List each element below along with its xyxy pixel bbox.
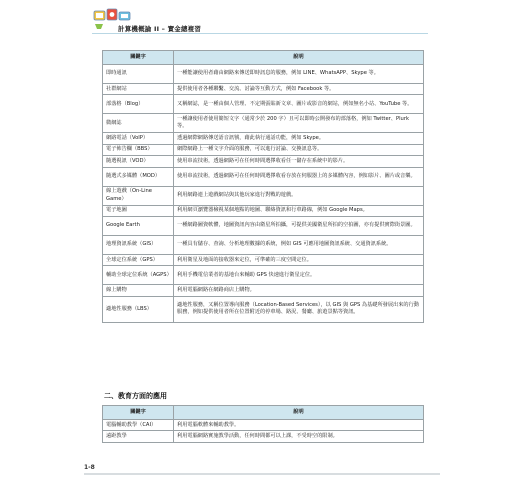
table-row: [103, 217, 424, 236]
description-cell: 使用串流技術，透過網路可在任何時間選擇收看存放在伺服器上的多媒體內容，例如影片、圖片或音樂。: [174, 167, 424, 186]
table-row: [103, 167, 424, 186]
table-header-row: [103, 51, 424, 65]
keyword-cell: 遠距教學: [103, 431, 174, 442]
table-row: [103, 255, 424, 266]
table-row: [103, 431, 424, 442]
keyword-cell: 即時通訊: [103, 65, 174, 84]
keyword-cell: 隨選式多媒體（MOD）: [103, 167, 174, 186]
keyword-cell: 微網誌: [103, 114, 174, 133]
table-row: [103, 156, 424, 167]
keyword-cell: 電子地圖: [103, 205, 174, 216]
description-cell: 又稱網誌，是一種由個人管理、不定期張貼新文章、圖片或影音的網站，例如無名小站、YouTube 等。: [174, 95, 424, 114]
description-cell: 利用網頁瀏覽器檢視某個地點的地圖、聯絡資訊和行車路線，例如 Google Maps。: [174, 205, 424, 216]
page-header-title: 計算機概論 II – 實金總複習: [118, 25, 202, 33]
keyword-cell: 全球定位系統（GPS）: [103, 255, 174, 266]
table-row: [103, 205, 424, 216]
description-cell: 利用衛星及地面的接收器來定位，可準確的三度空間定位。: [174, 255, 424, 266]
description-cell: 一種具有儲存、查詢、分析地理數據的系統，例如 GIS 可應用地圖資訊系統、交通資訊系統。: [174, 236, 424, 255]
page-number: 1-8: [84, 464, 95, 471]
keyword-cell: 地理資訊系統（GIS）: [103, 236, 174, 255]
description-cell: 一種讓使用者使用簡短文字（通常少於 200 字）且可以即時公開發布的部落格，例如 Twitter、Plurk 等。: [174, 114, 424, 133]
keyword-cell: 網路電話（VoIP）: [103, 133, 174, 144]
keyword-cell: 輔助全球定位系統（AGPS）: [103, 266, 174, 285]
keyword-table-education: [102, 405, 424, 443]
footer-divider: [84, 473, 440, 475]
table-row: [103, 84, 424, 95]
keyword-table-communication: [102, 50, 424, 323]
keyword-cell: 電腦輔助教學（CAI）: [103, 420, 174, 431]
table-row: [103, 285, 424, 296]
keyword-cell: Google Earth: [103, 217, 174, 236]
column-header-description: 說明: [174, 406, 424, 420]
column-header-keyword: 關鍵字: [103, 406, 174, 420]
table-header-row: [103, 406, 424, 420]
description-cell: 利用電腦網路實施教學活動，任何時間都可以上課，不受時空的限制。: [174, 431, 424, 442]
column-header-description: 說明: [174, 51, 424, 65]
keyword-cell: 線上購物: [103, 285, 174, 296]
description-cell: 利用電腦軟體來輔助教學。: [174, 420, 424, 431]
keyword-cell: 部落格（Blog）: [103, 95, 174, 114]
description-cell: 利用電腦網路在網路商店上購物。: [174, 285, 424, 296]
header-divider: [92, 33, 428, 34]
keyword-cell: 社群網站: [103, 84, 174, 95]
description-cell: 利用手機電信業者的基地台來輔助 GPS 快速進行衛星定位。: [174, 266, 424, 285]
description-cell: 利用網路連上遊戲網站與其他玩家進行對戰的遊戲。: [174, 186, 424, 205]
table-row: [103, 114, 424, 133]
description-cell: 提供使用者各種聯繫、交流、討論等互動方式，例如 Facebook 等。: [174, 84, 424, 95]
description-cell: 使用串流技術，透過網路可在任何時間選擇收看任一儲存在系統中的影片。: [174, 156, 424, 167]
table-row: [103, 95, 424, 114]
table-row: [103, 133, 424, 144]
table-row: [103, 296, 424, 322]
table-row: [103, 266, 424, 285]
keyword-cell: 線上遊戲（On-Line Game）: [103, 186, 174, 205]
keyword-cell: 電子佈告欄（BBS）: [103, 144, 174, 155]
table-row: [103, 186, 424, 205]
description-cell: 一種網路圖資軟體，地圖資訊內容由衛星所拍攝，可提供美國衛星所拍的空拍圖，亦有提供實際街景圖。: [174, 217, 424, 236]
keyword-cell: 隨選視訊（VOD）: [103, 156, 174, 167]
description-cell: 網際網路上一種文字介面的服務，可以進行討論、交換訊息等。: [174, 144, 424, 155]
table-row: [103, 144, 424, 155]
table-row: [103, 420, 424, 431]
table-row: [103, 65, 424, 84]
description-cell: 適地性服務，又稱位置導向服務（Location-Based Services），以 GIS 與 GPS 為基礎所發展出來的行動服務，例如提供使用者所在位置附近的停車場、路況、餐廳、旅遊景點等資訊。: [174, 296, 424, 322]
section-heading-education: 二、教育方面的應用: [104, 392, 167, 400]
keyword-cell: 適地性服務（LBS）: [103, 296, 174, 322]
description-cell: 一種能讓使用者藉由網路來傳送即時訊息的服務，例如 LINE、WhatsAPP、Skype 等。: [174, 65, 424, 84]
column-header-keyword: 關鍵字: [103, 51, 174, 65]
table-row: [103, 236, 424, 255]
description-cell: 透過網際網路傳送語音訊號，藉此執行通話功能，例如 Skype。: [174, 133, 424, 144]
